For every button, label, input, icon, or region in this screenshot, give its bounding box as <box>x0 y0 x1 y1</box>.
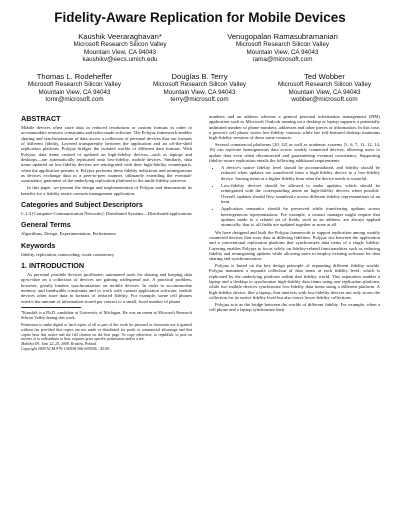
body-paragraph: Polyjuz acts as the bridge between the worlds of different fidelity. For example, when a cell phone and a laptop synchronize their <box>209 301 380 313</box>
author-email: terry@microsoft.com <box>170 96 229 104</box>
author-location: Mountain View, CA 94043 <box>38 88 111 96</box>
list-item: • Low-fidelity devices should be allowed to make updates, which should be reintegrated with the corresponding items on high-fidelity devices when possible. Overall, updates should flow seamlessly across different fidelity representations of an item. <box>221 183 380 204</box>
footnote-divider <box>21 307 81 308</box>
footnote: *Kaushik is a Ph.D. candidate at University of Michigan. He was an intern at Microsoft Research Silicon Valley during this work. <box>21 309 192 321</box>
author-block-4 <box>137 72 262 104</box>
venue-line: MobiSys'09, June 22–25, 2009, Kraków, Poland. <box>21 341 97 346</box>
author-location: Mountain View, CA 94043 <box>84 48 156 56</box>
general-terms-text: Algorithms, Design, Experimentation, Performance <box>21 231 116 237</box>
author-block-1 <box>55 32 185 64</box>
abstract-heading: ABSTRACT <box>21 114 61 123</box>
author-email: tomr@microsoft.com <box>45 96 104 104</box>
list-item: • Application semantics should be preserved while transferring updates across heterogeneous representations. For example, a contact manager might require that updates made to a related set of fields, such as an address, are always applied atomically; that is, all fields are updated together or none at all. <box>221 206 380 227</box>
requirements-list <box>209 165 380 228</box>
list-item: • A device's native fidelity level should be accommodated, and fidelity should be reduced when updates are transferred from a high-fidelity device to a low-fidelity device. Storing items at a higher fidelity than what the device needs is wasteful. <box>221 165 380 181</box>
author-org: Microsoft Research Silicon Valley <box>28 81 121 88</box>
author-email: wobber@microsoft.com <box>291 96 358 104</box>
left-column <box>21 114 192 351</box>
keywords-heading: Keywords <box>21 240 56 250</box>
categories-text: C.2.4 [Computer-Communication Networks]: Distributed Systems—Distributed applications <box>21 210 192 216</box>
author-location: Mountain View, CA 94043 <box>288 88 361 96</box>
author-block-5 <box>262 72 387 104</box>
permission-notice: Permission to make digital or hard copies of all or part of this work for personal or classroom use is granted without fee provided that copies are not made or distributed for profit or commercial advantage and that copies bear this notice and the full citation on the first page. To copy otherwise, to republish, to post on servers or to redistribute to lists, requires prior specific permission and/or a fee. <box>21 323 192 342</box>
body-paragraph: We have designed and built the Polyjuz framework to support replication among weakly connected devices that store data at differing fidelities. Polyjuz sits between the application and a conventional replication platform that synchronizes data items of a single fidelity. Layering enables Polyjuz to focus solely on fidelity-related functionalities such as reducing fidelity and reintegrating updates while allowing users to employ existing software for data sharing and synchronization. <box>209 229 380 262</box>
author-block-2 <box>215 32 350 64</box>
author-location: Mountain View, CA 94043 <box>163 88 236 96</box>
author-email: kaushikv@eecs.umich.edu <box>82 56 158 64</box>
intro-paragraph: As personal portable devices proliferate, automated tools for sharing and keeping data up-to-date on a collection of devices are gaining widespread use. A practical problem, however, greatly hinders synchronization on mobile devices. In order to accommodate memory and bandwidth constraints and to work with custom application software, mobile devices often store data in formats of reduced fidelity. For example, some cell phones restrict the amount of information stored per contact to a small, fixed number of phone <box>21 271 192 304</box>
body-paragraph: numbers and an address whereas a general personal information management (PIM) application such as Microsoft Outlook running on a desktop or laptop supports a potentially unlimited number of phone numbers, addresses and other pieces of information. In this case, a person's cell phone stores low-fidelity contacts while her full-featured desktop maintains high-fidelity versions of those same contacts. <box>209 114 380 141</box>
categories-heading: Categories and Subject Descriptors <box>21 199 143 209</box>
abstract-paragraph: In this paper, we present the design and implementation of Polyjuz and demonstrate its benefits for a fidelity aware contacts management application. <box>21 185 192 196</box>
right-column <box>209 114 380 314</box>
author-name: Ted Wobber <box>304 72 345 81</box>
author-org: Microsoft Research Silicon Valley <box>73 41 167 48</box>
author-name: Venugopalan Ramasubramanian <box>227 32 338 41</box>
author-location: Mountain View, CA 94043 <box>246 48 319 56</box>
body-paragraph: Several commercial platforms [20, 22] as well as academic systems [1, 6, 7, 11, 12, 14, 16] can replicate homogeneous data across weakly connected devices, allowing users to update data even when disconnected and guaranteeing eventual consistency. Supporting fidelity-aware replication entails the following additional requirements: <box>209 142 380 164</box>
author-name: Kaushik Veeraraghavan* <box>78 32 162 41</box>
keywords-text: fidelity, replication, transcoding, weak consistency <box>21 251 115 257</box>
abstract-paragraph: Mobile devices often store data in reduced resolutions or custom formats in order to accommodate resource constraints and tailor-made software. The Polyjuz framework enables sharing and synchronization of data across a collection of personal devices that use formats of different fidelity. Layered transparently between the application and an off-the-shelf replication platform, Polyjuz bridges the isolated worlds of different data formats. With Polyjuz, data items created or updated on high-fidelity devices—such as laptops and desktops—are automatically replicated onto low-fidelity, mobile devices. Similarly, data items updated on low-fidelity devices are reintegrated with their high-fidelity counterparts, when the application permits it. Polyjuz performs these fidelity reductions and reintegrations as devices exchange data in a peer-to-peer manner, ultimately extending the eventual-consistency guarantee of the underlying replication platform to the multi-fidelity universe. <box>21 125 193 184</box>
author-email: rama@microsoft.com <box>252 56 313 64</box>
body-paragraph: Polyjuz is based on the key design principle of separating different fidelity worlds. Polyjuz maintains a separate collection of data items at each fidelity level, which is replicated by the underlying platform within that fidelity world. This separation enables a laptop and a desktop to synchronize high-fidelity data items using one replication platform, while two mobile devices synchronize low-fidelity data items using a different platform. A high-fidelity device, like a laptop, that interacts with low-fidelity devices not only stores the collection for its native fidelity level but also stores lower-fidelity collections. <box>209 263 380 301</box>
author-org: Microsoft Research Silicon Valley <box>153 81 246 88</box>
author-name: Douglas B. Terry <box>171 72 228 81</box>
author-org: Microsoft Research Silicon Valley <box>278 81 371 88</box>
paper-title: Fidelity-Aware Replication for Mobile Devices <box>54 10 346 25</box>
author-block-3 <box>12 72 137 104</box>
author-org: Microsoft Research Silicon Valley <box>236 41 329 48</box>
copyright-line: Copyright 2009 ACM 978-1-60558-566-6/09/06 ...$5.00. <box>21 346 111 351</box>
general-terms-heading: General Terms <box>21 220 71 230</box>
author-name: Thomas L. Rodeheffer <box>36 72 113 81</box>
introduction-heading: 1. INTRODUCTION <box>21 260 85 270</box>
